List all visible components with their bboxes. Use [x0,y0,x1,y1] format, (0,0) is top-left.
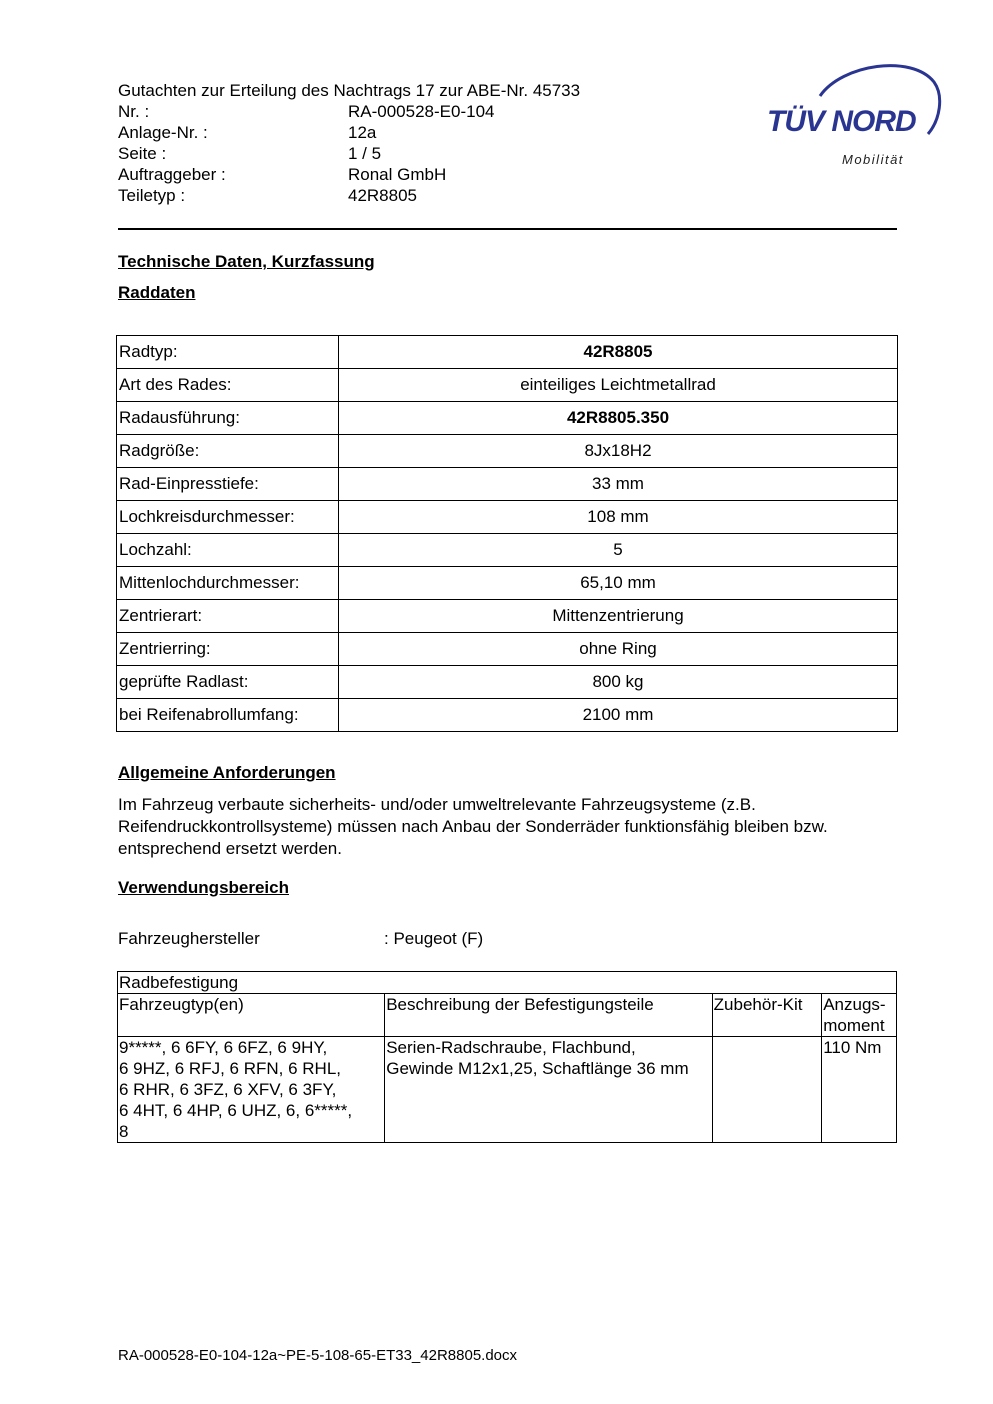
column-header: Zubehör-Kit [712,994,822,1037]
spec-label: Lochkreisdurchmesser: [117,501,339,534]
spec-label: Zentrierart: [117,600,339,633]
table-header-row [118,994,897,1037]
spec-value: 2100 mm [339,699,898,732]
paragraph-line: Reifendruckkontrollsysteme) müssen nach Anbau der Sonderräder funktionsfähig bleiben bzw. [118,817,828,836]
cell-line: 6 9HZ, 6 RFJ, 6 RFN, 6 RHL, [119,1059,341,1078]
section-title: Verwendungsbereich [118,878,289,897]
table-row [117,699,898,732]
paragraph-line: entsprechend ersetzt werden. [118,839,342,858]
logo-wordmark: TÜV NORD [767,105,916,138]
column-header-line: Anzugs- [823,995,886,1014]
spec-value: ohne Ring [339,633,898,666]
table-row [117,567,898,600]
spec-label: Mittenlochdurchmesser: [117,567,339,600]
cell-line: 9*****, 6 6FY, 6 6FZ, 6 9HY, [119,1038,328,1057]
logo-subtitle: Mobilität [842,152,904,167]
table-caption: Radbefestigung [118,972,897,994]
spec-value: 800 kg [339,666,898,699]
header-value: 42R8805 [348,186,418,205]
vehicle-types-cell [118,1037,385,1143]
table-row [118,1037,897,1143]
table-row [117,501,898,534]
spec-value: 8Jx18H2 [339,435,898,468]
fastener-description-cell [385,1037,712,1143]
cell-line: Serien-Radschraube, Flachbund, [386,1038,636,1057]
header-key: Teiletyp : [118,186,186,205]
table-row [117,369,898,402]
cell-line: Gewinde M12x1,25, Schaftlänge 36 mm [386,1059,689,1078]
spec-label: Rad-Einpresstiefe: [117,468,339,501]
header-value: Ronal GmbH [348,165,447,184]
column-header-line: moment [823,1016,885,1035]
document-title: Gutachten zur Erteilung des Nachtrags 17 zur ABE-Nr. 45733 [118,81,581,100]
header-value: 12a [348,123,377,142]
spec-value: 65,10 mm [339,567,898,600]
table-row [117,435,898,468]
wheel-mounting-table [117,971,897,1143]
header-value: 1 / 5 [348,144,382,163]
section-subtitle: Raddaten [118,283,196,302]
paragraph-line: Im Fahrzeug verbaute sicherheits- und/oder umweltrelevante Fahrzeugsysteme (z.B. [118,795,756,814]
spec-value: 108 mm [339,501,898,534]
section-title: Technische Daten, Kurzfassung [118,252,375,271]
table-row [117,468,898,501]
column-header: Beschreibung der Befestigungsteile [385,994,712,1037]
vehicle-manufacturer [118,929,483,949]
torque-cell: 110 Nm [822,1037,897,1143]
header-divider [118,228,897,230]
cell-line: 6 4HT, 6 4HP, 6 UHZ, 6, 6*****, [119,1101,353,1120]
document-footer: RA-000528-E0-104-12a~PE-5-108-65-ET33_42R8805.docx [118,1347,518,1364]
header-row-teiletyp [118,185,580,206]
table-row [117,633,898,666]
table-row [117,600,898,633]
spec-label: Lochzahl: [117,534,339,567]
spec-value: 42R8805.350 [339,402,898,435]
requirements-paragraph [118,794,908,860]
header-row-auftraggeber [118,164,580,185]
spec-label: Radausführung: [117,402,339,435]
manufacturer-label: Fahrzeughersteller [118,929,260,948]
header-key: Nr. : [118,102,150,121]
spec-label: Zentrierring: [117,633,339,666]
spec-label: bei Reifenabrollumfang: [117,699,339,732]
table-row [117,666,898,699]
accessory-kit-cell [712,1037,822,1143]
spec-value: Mittenzentrierung [339,600,898,633]
tuv-nord-logo [762,56,942,176]
header-key: Anlage-Nr. : [118,123,208,142]
table-row [117,534,898,567]
spec-value: 42R8805 [339,336,898,369]
cell-line: 8 [119,1122,129,1141]
header-row-seite [118,143,580,164]
manufacturer-value: : Peugeot (F) [384,929,484,948]
spec-value: 5 [339,534,898,567]
wheel-data-table [116,335,898,732]
header-key: Auftraggeber : [118,165,226,184]
section-title: Allgemeine Anforderungen [118,763,336,782]
spec-label: Radgröße: [117,435,339,468]
column-header [822,994,897,1037]
table-row [117,336,898,369]
table-row [117,402,898,435]
spec-label: geprüfte Radlast: [117,666,339,699]
header-row-anlage [118,122,580,143]
header-row-nr [118,101,580,122]
header-value: RA-000528-E0-104 [348,102,495,121]
spec-value: 33 mm [339,468,898,501]
spec-value: einteiliges Leichtmetallrad [339,369,898,402]
header-key: Seite : [118,144,167,163]
spec-label: Radtyp: [117,336,339,369]
document-header [118,80,580,206]
cell-line: 6 RHR, 6 3FZ, 6 XFV, 6 3FY, [119,1080,337,1099]
column-header: Fahrzeugtyp(en) [118,994,385,1037]
spec-label: Art des Rades: [117,369,339,402]
